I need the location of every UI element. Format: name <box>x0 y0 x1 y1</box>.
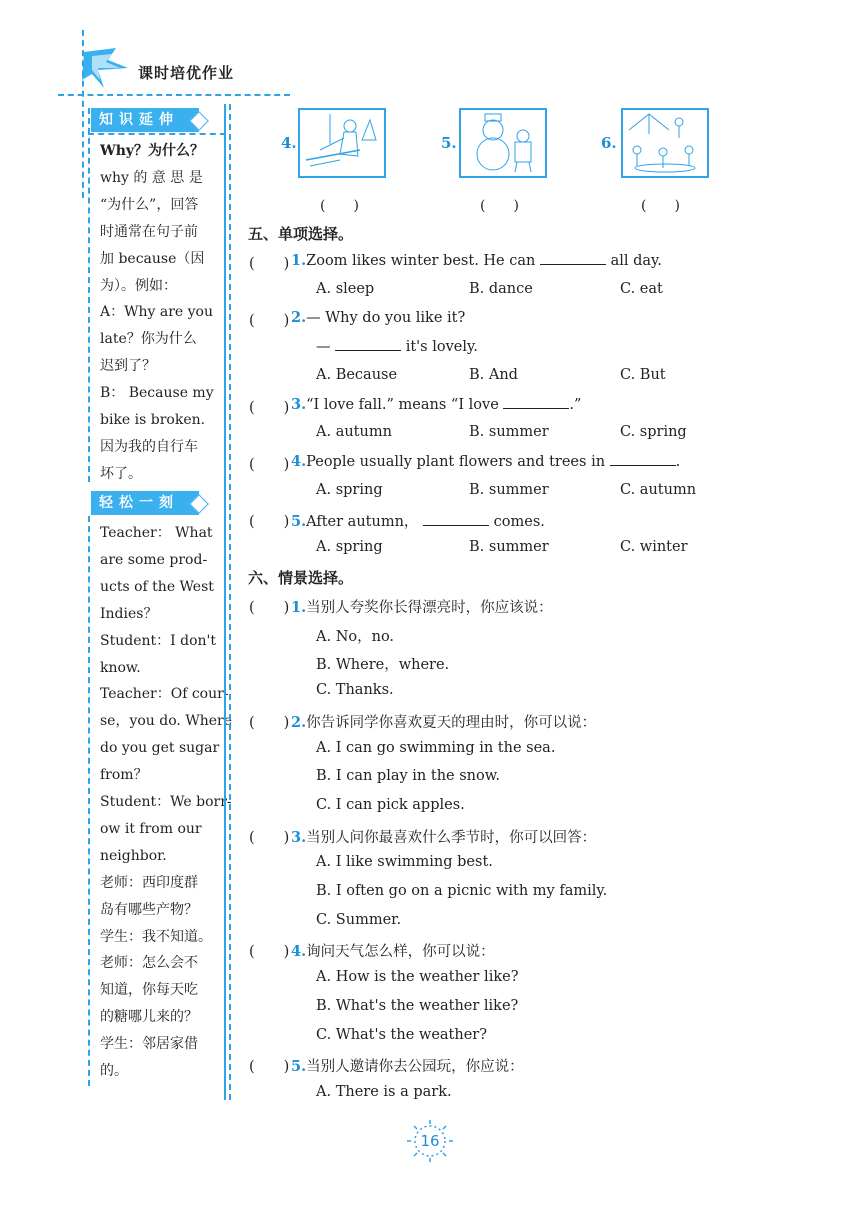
answer-paren[interactable]: ( ) <box>249 600 290 616</box>
answer-option[interactable]: C. eat <box>620 280 663 297</box>
sidebar-text-line: “为什么”，回答 <box>100 196 199 213</box>
sidebar-text-line: ow it from our <box>100 820 202 837</box>
sidebar-text-line: B： Because my <box>100 385 214 402</box>
answer-paren[interactable]: ( ) <box>249 514 290 531</box>
answer-paren[interactable]: ( ) <box>249 944 290 961</box>
sidebar-text-line: bike is broken. <box>100 412 206 428</box>
question-text: . <box>675 453 681 470</box>
answer-option[interactable]: C. autumn <box>620 481 697 498</box>
question-stem <box>291 711 596 732</box>
sidebar-text-line: 迟到了？ <box>100 358 156 375</box>
question-text: 当别人问你最喜欢什么季节时，你可以回答： <box>306 829 597 846</box>
picture-snowman <box>459 108 547 178</box>
section-title-6: 六、情景选择。 <box>248 569 354 587</box>
answer-option[interactable]: A. There is a park. <box>316 1083 452 1100</box>
sidebar-text-line: 加 because（因 <box>100 250 205 267</box>
answer-paren[interactable]: ( ) <box>480 198 519 214</box>
answer-paren[interactable]: ( ) <box>249 313 290 330</box>
answer-option[interactable]: C. Summer. <box>316 911 402 928</box>
sidebar-text-line: Student：We borr- <box>100 794 232 810</box>
question-number: 3. <box>291 395 307 413</box>
answer-paren[interactable]: ( ) <box>249 714 290 731</box>
answer-option[interactable]: A. sleep <box>316 280 375 297</box>
answer-option[interactable]: A. How is the weather like? <box>316 969 519 986</box>
header-title: 课时培优作业 <box>138 64 235 82</box>
question-text: — <box>316 339 336 356</box>
sidebar-text-line: Why？为什么？ <box>100 143 205 159</box>
question-text: all day. <box>605 253 662 269</box>
answer-option[interactable]: C. winter <box>620 539 688 555</box>
column-separator-dashed <box>229 104 231 1100</box>
sidebar-text-line: 时通常在句子前 <box>100 223 198 240</box>
question-text: “I love fall.” means “I love <box>306 396 504 413</box>
question-number: 5. <box>291 1058 307 1076</box>
answer-paren[interactable]: ( ) <box>249 1059 290 1076</box>
answer-option[interactable]: A. No，no. <box>316 628 395 645</box>
sidebar-left-border <box>88 108 90 482</box>
sidebar-text-line: do you get sugar <box>100 740 220 757</box>
question-text: it's lovely. <box>401 339 478 356</box>
question-stem <box>291 252 662 269</box>
picture-ice-fishing <box>298 108 386 178</box>
sidebar-left-border <box>88 516 90 1086</box>
sidebar-text-line: know. <box>100 659 141 676</box>
answer-option[interactable]: A. Because <box>316 366 398 383</box>
answer-option[interactable]: A. spring <box>316 539 383 555</box>
sidebar-text-line: A：Why are you <box>100 304 214 321</box>
question-stem <box>291 510 545 531</box>
sidebar-text-line: Student：I don't <box>100 632 216 649</box>
fill-blank[interactable] <box>335 338 401 351</box>
sidebar-heading-knowledge: 知识延伸 <box>91 108 199 132</box>
sidebar-text-line: 的糖哪儿来的？ <box>100 1009 198 1026</box>
question-text: comes. <box>489 514 545 531</box>
question-number: 5. <box>291 513 307 531</box>
answer-option[interactable]: B. I can play in the snow. <box>316 768 501 785</box>
sidebar-text-line: 坏了。 <box>100 465 142 482</box>
question-text: 询问天气怎么样，你可以说： <box>306 944 495 961</box>
page-number: 16 <box>420 1132 440 1150</box>
question-text: After autumn， <box>306 514 424 531</box>
question-stem-line2 <box>316 338 478 355</box>
sidebar-text-line: late？你为什么 <box>100 331 197 348</box>
sidebar-text-line: 学生：我不知道。 <box>100 928 212 945</box>
snowman-icon <box>461 110 545 176</box>
sidebar-text-line: se，you do. Where <box>100 713 232 730</box>
question-stem <box>291 596 553 617</box>
sidebar-text-line: 老师：西印度群 <box>100 874 198 891</box>
answer-option[interactable]: B. summer <box>469 539 549 555</box>
sidebar-text-line: neighbor. <box>100 847 167 864</box>
picture-number: 5. <box>441 134 457 152</box>
question-number: 4. <box>291 452 307 470</box>
answer-option[interactable]: A. I can go swimming in the sea. <box>316 739 556 756</box>
sidebar-text-line: 知道，你每天吃 <box>100 982 198 999</box>
answer-option[interactable]: A. spring <box>316 481 383 498</box>
sidebar-text-line: 为）。例如： <box>100 277 177 294</box>
sidebar-text-line: 学生：邻居家借 <box>100 1036 198 1053</box>
picture-picnic <box>621 108 709 178</box>
answer-option[interactable]: C. But <box>620 366 666 383</box>
question-stem <box>291 396 581 413</box>
question-stem <box>291 453 680 470</box>
sidebar-text-line: are some prod- <box>100 551 208 568</box>
answer-option[interactable]: C. Thanks. <box>316 682 394 699</box>
answer-paren[interactable]: ( ) <box>320 198 359 214</box>
sidebar-text-line: 岛有哪些产物？ <box>100 901 198 918</box>
header-divider <box>58 94 290 96</box>
fill-blank[interactable] <box>610 453 676 466</box>
sidebar-text-line: Teacher：Of cour- <box>100 686 229 703</box>
question-text: People usually plant flowers and trees in <box>306 453 610 470</box>
answer-option[interactable]: C. I can pick apples. <box>316 796 465 813</box>
question-stem <box>291 309 465 326</box>
answer-option[interactable]: B. summer <box>469 481 549 498</box>
sidebar-text-line: ucts of the West <box>100 578 214 595</box>
column-separator <box>224 104 226 1100</box>
question-text: — Why do you like it? <box>306 310 466 327</box>
sidebar-text-line: 的。 <box>100 1063 128 1079</box>
answer-option[interactable]: B. dance <box>469 280 533 297</box>
answer-option[interactable]: B. And <box>469 366 518 383</box>
sidebar-text-line: 因为我的自行车 <box>100 438 198 455</box>
answer-option[interactable]: B. Where，where. <box>316 657 450 674</box>
answer-option[interactable]: A. autumn <box>316 424 392 441</box>
sidebar-text-line: Teacher： What <box>100 525 213 541</box>
sidebar-text-line: Indies？ <box>100 605 158 622</box>
question-stem <box>291 1055 524 1076</box>
answer-option[interactable]: B. What's the weather like? <box>316 997 519 1014</box>
answer-paren[interactable]: ( ) <box>249 256 290 272</box>
fill-blank[interactable] <box>503 396 569 409</box>
answer-paren[interactable]: ( ) <box>641 198 680 214</box>
answer-paren[interactable]: ( ) <box>249 399 290 416</box>
answer-option[interactable]: C. spring <box>620 424 687 441</box>
question-number: 1. <box>291 252 307 269</box>
fill-blank[interactable] <box>540 252 606 265</box>
picture-number: 6. <box>601 134 617 152</box>
question-text: 当别人夸奖你长得漂亮时，你应该说： <box>306 600 553 616</box>
question-stem <box>291 940 495 961</box>
question-number: 4. <box>291 943 307 961</box>
sidebar-text-line: why 的 意 思 是 <box>100 169 203 186</box>
sidebar-divider <box>88 133 226 135</box>
question-number: 3. <box>291 828 307 846</box>
answer-paren[interactable]: ( ) <box>249 456 290 473</box>
ice-fishing-icon <box>300 110 384 176</box>
section-title-5: 五、单项选择。 <box>248 225 354 243</box>
header-logo-icon <box>78 44 134 94</box>
question-text: 你告诉同学你喜欢夏天的理由时，你可以说： <box>306 714 597 731</box>
answer-paren[interactable]: ( ) <box>249 829 290 846</box>
question-text: Zoom likes winter best. He can <box>306 253 540 269</box>
question-text: .” <box>569 396 582 413</box>
question-stem <box>291 826 596 847</box>
answer-option[interactable]: B. summer <box>469 424 549 441</box>
answer-option[interactable]: A. I like swimming best. <box>316 854 493 871</box>
answer-option[interactable]: C. What's the weather? <box>316 1026 487 1043</box>
left-margin-dashes <box>82 30 84 198</box>
question-number: 2. <box>291 713 307 731</box>
sidebar-heading-relax: 轻松一刻 <box>91 491 199 515</box>
question-number: 2. <box>291 309 307 327</box>
answer-option[interactable]: B. I often go on a picnic with my family. <box>316 883 608 899</box>
sidebar-text-line: from？ <box>100 767 148 784</box>
sidebar-text-line: 老师：怎么会不 <box>100 955 198 972</box>
question-text: 当别人邀请你去公园玩，你应说： <box>306 1059 524 1076</box>
fill-blank[interactable] <box>423 513 489 526</box>
picture-number: 4. <box>281 134 297 152</box>
question-number: 1. <box>291 599 307 616</box>
picnic-icon <box>623 110 707 176</box>
